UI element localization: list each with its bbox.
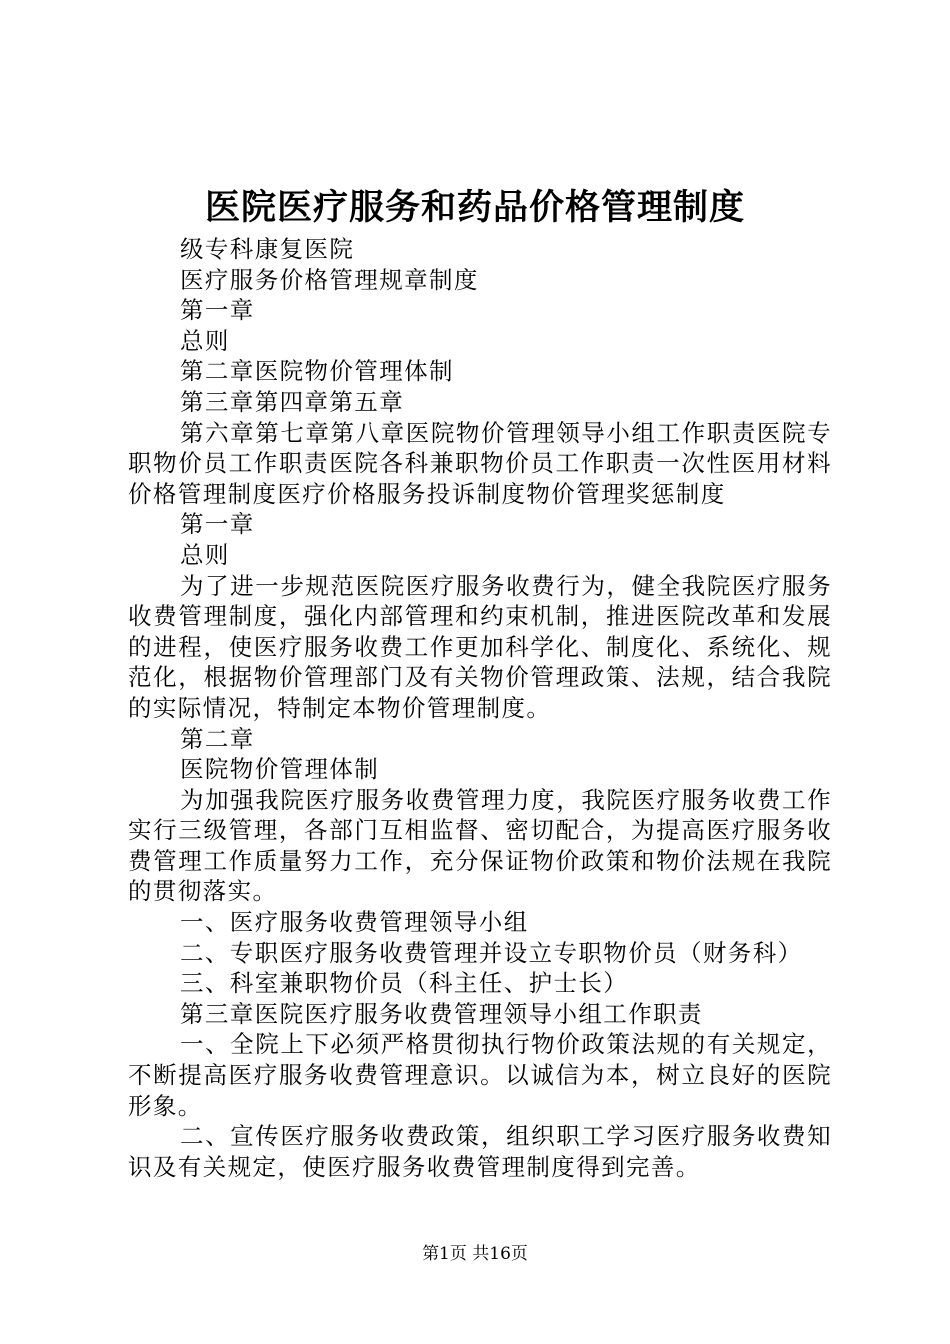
document-body	[128, 234, 832, 1182]
chapter-heading: 第一章	[180, 510, 255, 539]
chapter-heading: 第一章	[180, 296, 255, 325]
paragraph: 第六章第七章第八章医院物价管理领导小组工作职责医院专职物价员工作职责医院各科兼职物价员工作职责一次性医用材料价格管理制度医疗价格服务投诉制度物价管理奖惩制度	[128, 418, 832, 508]
chapter-subtitle: 医院物价管理体制	[180, 755, 380, 784]
paragraph: 医疗服务价格管理规章制度	[180, 265, 479, 294]
list-item: 一、医疗服务收费管理领导小组	[180, 908, 529, 937]
paragraph: 为加强我院医疗服务收费管理力度，我院医疗服务收费工作实行三级管理，各部门互相监督、密切配合，为提高医疗服务收费管理工作质量努力工作，充分保证物价政策和物价法规在我院的贯彻落实。	[128, 785, 832, 906]
paragraph: 一、全院上下必须严格贯彻执行物价政策法规的有关规定，不断提高医疗服务收费管理意识。以诚信为本，树立良好的医院形象。	[128, 1030, 832, 1120]
list-item: 三、科室兼职物价员（科主任、护士长）	[180, 969, 629, 998]
chapter-subtitle: 总则	[180, 326, 230, 355]
paragraph: 第三章第四章第五章	[180, 387, 405, 416]
chapter-subtitle: 总则	[180, 540, 230, 569]
list-item: 二、专职医疗服务收费管理并设立专职物价员（财务科）	[180, 938, 803, 967]
chapter-heading: 第三章医院医疗服务收费管理领导小组工作职责	[180, 999, 703, 1028]
chapter-heading: 第二章	[180, 724, 255, 753]
document-title: 医院医疗服务和药品价格管理制度	[204, 187, 745, 228]
paragraph: 级专科康复医院	[180, 235, 355, 263]
paragraph: 二、宣传医疗服务收费政策，组织职工学习医疗服务收费知识及有关规定，使医疗服务收费管理制度得到完善。	[128, 1122, 832, 1181]
paragraph: 第二章医院物价管理体制	[180, 357, 454, 386]
paragraph: 为了进一步规范医院医疗服务收费行为，健全我院医疗服务收费管理制度，强化内部管理和约束机制，推进医院改革和发展的进程，使医疗服务收费工作更加科学化、制度化、系统化、规范化，根据物价管理部门及有关物价管理政策、法规，结合我院的实际情况，特制定本物价管理制度。	[128, 571, 832, 722]
page-number-footer: 第1页 共16页	[422, 1244, 528, 1264]
